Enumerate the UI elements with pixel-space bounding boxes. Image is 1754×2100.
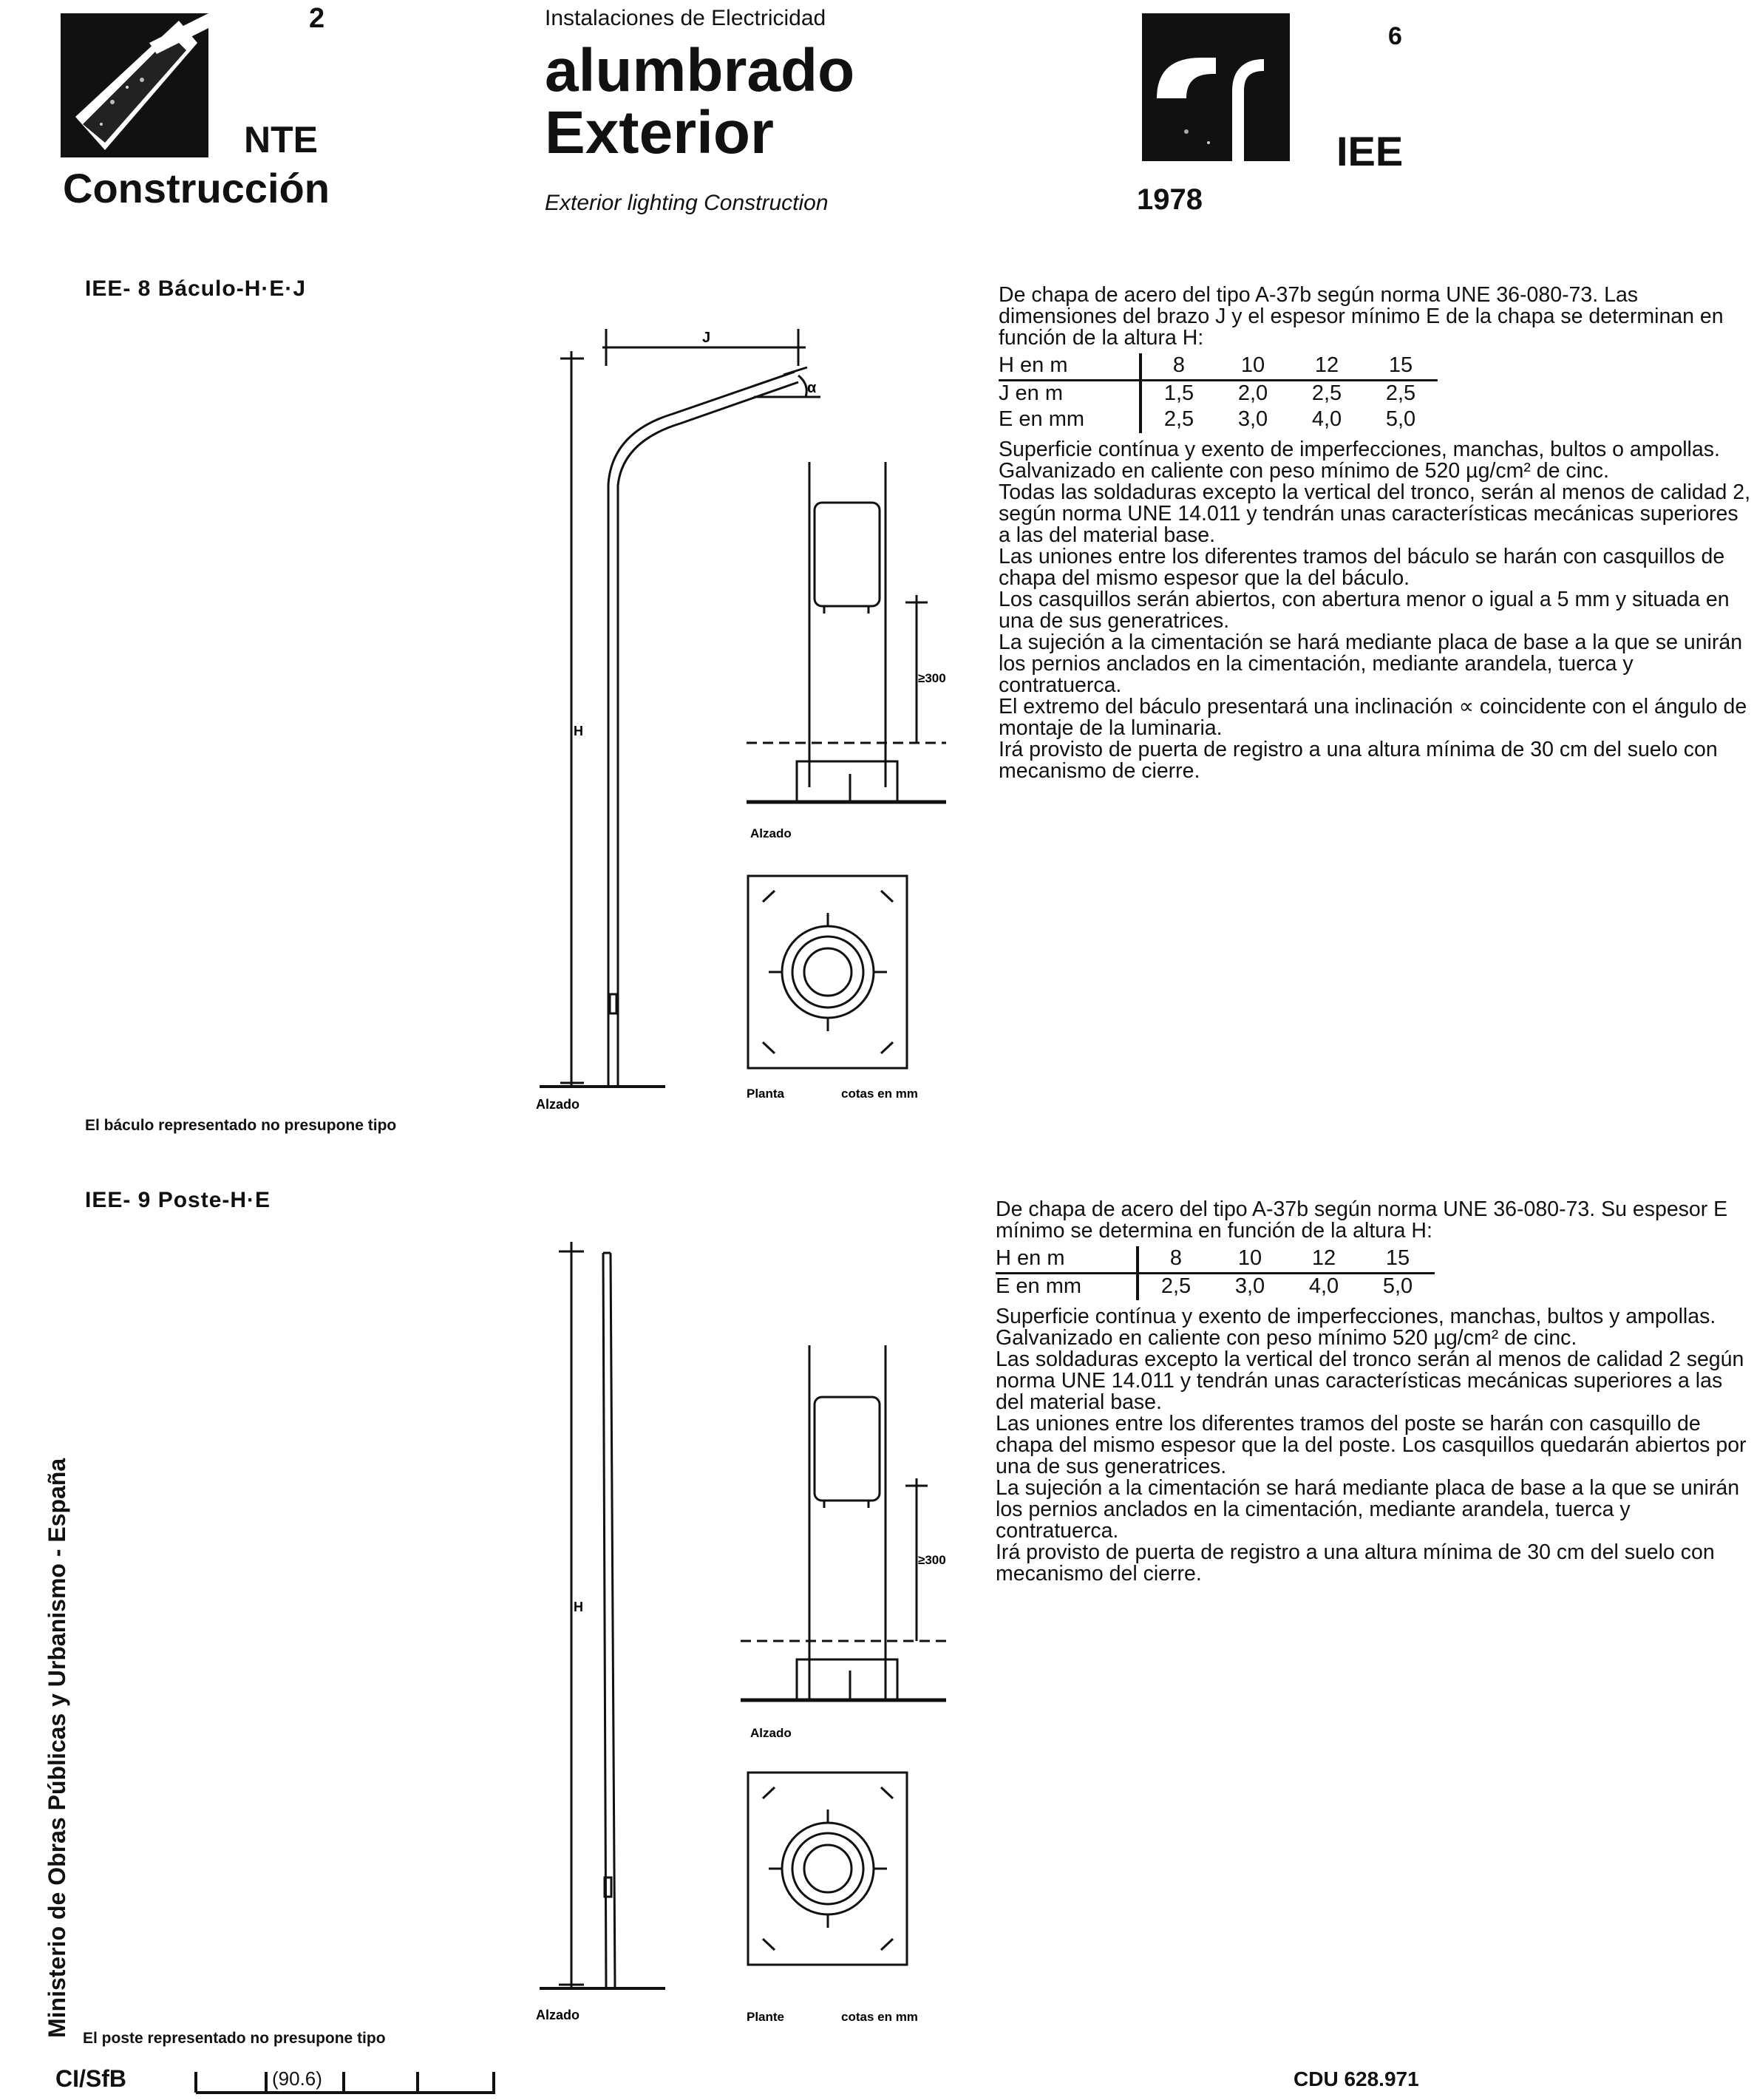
page-number: 6 [1388,22,1402,50]
ministry-side-text: Ministerio de Obras Públicas y Urbanismo - España [44,1458,70,2038]
year: 1978 [1137,183,1203,216]
alpha-label: α [807,380,817,396]
cdu-code: CDU 628.971 [1294,2067,1419,2090]
spec-paragraph: La sujeción a la cimentación se hará mediante placa de base a la que se unirán los pernios anclados en la cimentación, mediante arandela, tuerca y contratuerca. [999,631,1743,697]
english-title: Exterior lighting Construction [545,191,829,215]
alzado-small-label: Alzado [750,826,792,840]
spec-baculo [999,285,1754,782]
alzado-small-label: Alzado [750,1726,792,1740]
spec-paragraph: Superficie contínua y exento de imperfecciones, manchas, bultos y ampollas. [996,1305,1716,1328]
section-title-baculo: IEE- 8 Báculo-H·E·J [85,276,307,301]
cisfb-label: CI/SfB [55,2065,126,2092]
alzado-label: Alzado [536,2008,580,2022]
nte-label: NTE [244,119,318,160]
spec-paragraph: Irá provisto de puerta de registro a una altura mínima de 30 cm del suelo con mecanismo de cierre. [999,738,1718,783]
dim-h-label: H [574,724,583,738]
street-lamp-logo [1142,13,1290,161]
dims-table-baculo [999,353,1438,433]
spec-paragraph: Las soldaduras excepto la vertical del tronco serán al menos de calidad 2 según norma UNE 14.011 y tendrán unas características mecánicas superiores a las del material base. [996,1348,1744,1414]
note-baculo: El báculo representado no presupone tipo [85,1117,397,1134]
section-title-poste: IEE- 9 Poste-H·E [85,1188,271,1212]
spec-poste-intro: De chapa de acero del tipo A-37b según norma UNE 36-080-73. Su espesor E mínimo se determina en función de la altura H: [996,1197,1728,1243]
spec-paragraph: Las uniones entre los diferentes tramos del poste se harán con casquillo de chapa del mismo espesor que la del poste. Los casquillos quedarán abiertos por una de sus generatrices. [996,1412,1747,1478]
dim-j-label: J [702,330,711,346]
baculo-drawing [532,314,954,1116]
cisfb-boxes [192,2066,503,2096]
spec-paragraph: Superficie contínua y exento de imperfecciones, manchas, bultos o ampollas. [999,438,1720,461]
spec-paragraph: Galvanizado en caliente con peso mínimo 520 µg/cm² de cinc. [996,1326,1577,1350]
planta-label: Plante [747,2010,785,2024]
spec-paragraph: El extremo del báculo presentará una inclinación ∝ coincidente con el ángulo de montaje de la luminaria. [999,695,1747,740]
spec-baculo-intro: De chapa de acero del tipo A-37b según norma UNE 36-080-73. Las dimensiones del brazo J y el espesor mínimo E de la chapa se determinan en función de la altura H: [999,283,1724,350]
cotas-label: cotas en mm [841,2010,918,2024]
header-title-line1: alumbrado [545,37,855,104]
header-title-line2: Exterior [545,99,774,166]
spec-paragraph: Los casquillos serán abiertos, con abertura menor o igual a 5 mm y situada en una de sus generatrices. [999,588,1730,633]
construccion-label: Construcción [63,165,330,211]
header-subtitle: Instalaciones de Electricidad [545,6,826,30]
planta-label: Planta [747,1087,785,1101]
cisfb-code: (90.6) [272,2067,322,2090]
min300-label: ≥300 [918,1553,946,1567]
table-row: E en mm 2,5 3,0 4,0 5,0 [999,407,1438,433]
nte-trowel-logo [61,13,208,157]
spec-paragraph: Todas las soldaduras excepto la vertical del tronco, serán al menos de calidad 2, según norma UNE 14.011 y tendrán unas características mecánicas superiores a las del material base. [999,480,1751,547]
table-row: E en mm 2,5 3,0 4,0 5,0 [996,1274,1435,1301]
spec-poste [996,1199,1751,1585]
table-row: H en m 8 10 12 15 [999,353,1438,381]
min300-label: ≥300 [918,671,946,685]
note-poste: El poste representado no presupone tipo [83,2030,386,2047]
table-row: H en m 8 10 12 15 [996,1246,1435,1274]
spec-paragraph: Galvanizado en caliente con peso mínimo de 520 µg/cm² de cinc. [999,459,1609,483]
cotas-label: cotas en mm [841,1087,918,1101]
spec-paragraph: Irá provisto de puerta de registro a una altura mínima de 30 cm del suelo con mecanismo del cierre. [996,1540,1715,1586]
dims-table-poste [996,1246,1435,1300]
iee-code: IEE [1336,128,1404,174]
alzado-label: Alzado [536,1097,580,1112]
spec-paragraph: La sujeción a la cimentación se hará mediante placa de base a la que se unirán los pernios anclados en la cimentación, mediante arandela, tuerca y contratuerca. [996,1476,1740,1543]
table-row: J en m 1,5 2,0 2,5 2,5 [999,381,1438,408]
poste-drawing [532,1227,954,2025]
dim-h-label: H [574,1600,583,1614]
sheet-number: 2 [309,3,325,34]
spec-paragraph: Las uniones entre los diferentes tramos del báculo se harán con casquillos de chapa del mismo espesor que la del báculo. [999,545,1725,590]
